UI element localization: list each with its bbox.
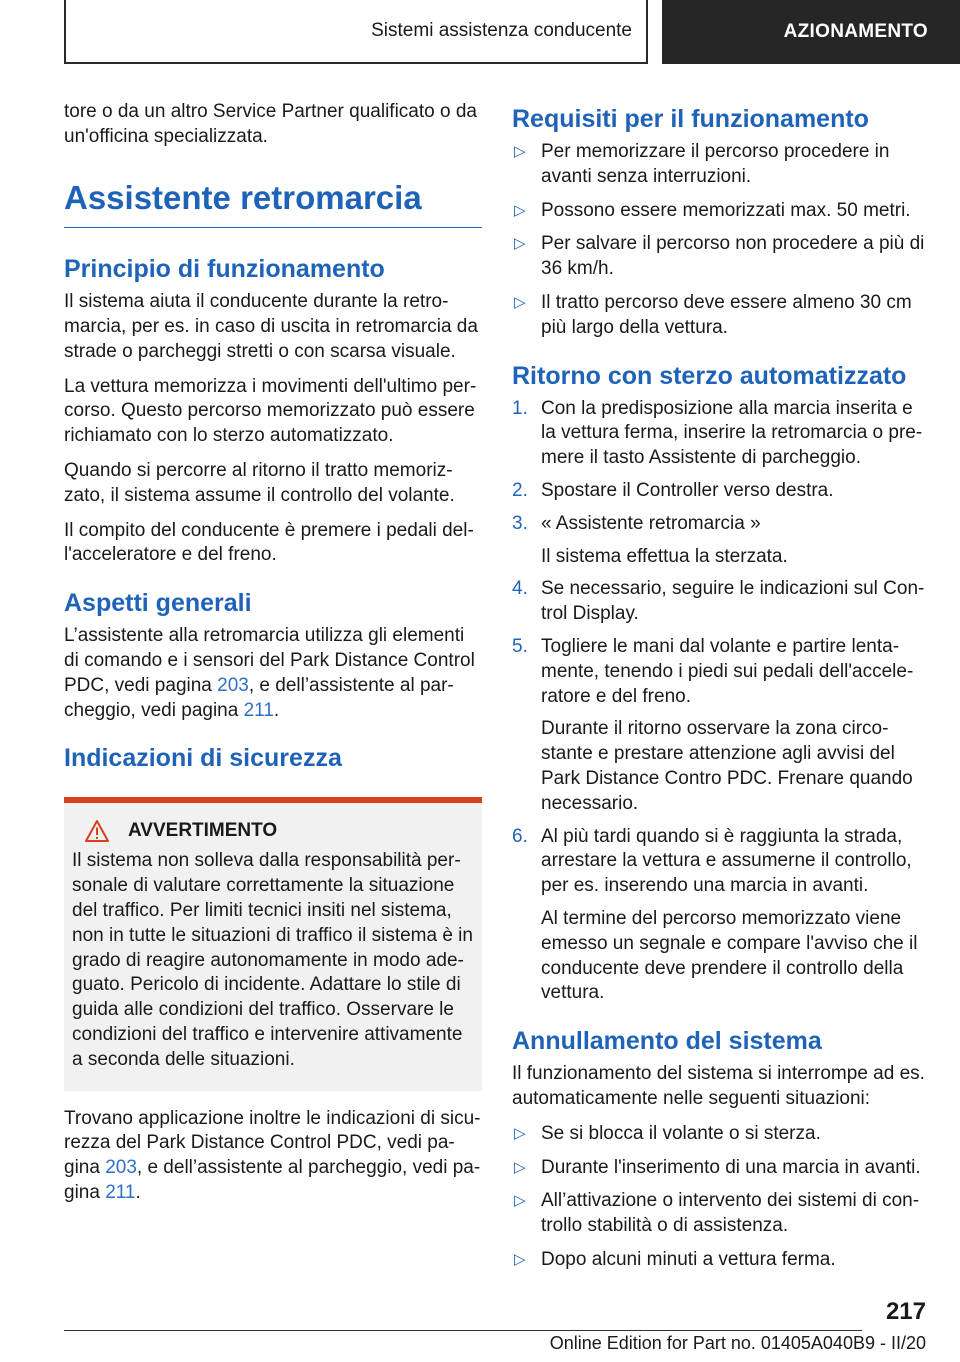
triangle-bullet-icon: ▷ xyxy=(514,143,526,160)
step-item xyxy=(512,577,930,627)
sicurezza-heading: Indicazioni di sicurezza xyxy=(64,744,342,773)
list-item-text: Possono essere memorizzati max. 50 metri. xyxy=(541,199,911,221)
list-item-text: Se si blocca il volante o si sterza. xyxy=(541,1122,821,1144)
triangle-bullet-icon: ▷ xyxy=(514,1250,526,1268)
annullamento-heading: Annullamento del sistema xyxy=(512,1027,822,1056)
header-chapter-title: AZIONAMENTO xyxy=(783,21,928,42)
principio-paragraph-2: La vettura memorizza i movimenti dell'ultimo percorso. Questo percorso memorizzato può essere richiamato con lo sterzo automatizzato. xyxy=(64,375,477,447)
aspetti-paragraph xyxy=(64,624,482,723)
list-item xyxy=(512,1248,930,1273)
list-item xyxy=(512,232,930,282)
page-link-211[interactable]: 211 xyxy=(243,699,274,721)
warning-box xyxy=(64,797,482,1090)
step-text: Con la predisposizione alla marcia inserita e la vettura ferma, inserire la retromarcia o premere il tasto Assistente di parcheggio. xyxy=(541,397,923,469)
aspetti-text-3: . xyxy=(273,699,280,721)
ritorno-heading: Ritorno con sterzo automatizzato xyxy=(512,361,907,390)
header-chapter-tab xyxy=(662,0,960,64)
list-item xyxy=(512,1189,930,1239)
list-item-text: Dopo alcuni minuti a vettura ferma. xyxy=(541,1248,836,1270)
aspetti-text-2: , e dell’assistente al parcheggio, vedi pagina xyxy=(64,674,454,721)
step-number: 5. xyxy=(512,635,528,657)
list-item xyxy=(512,291,930,341)
warning-text: Il sistema non solleva dalla responsabilità personale di valutare correttamente la situazione del traffico. Per limiti tecnici insiti nel sistema, non in tutte le situazioni di traffico il sistema è in grado di reagire autonomamente in modo adeguato. Pericolo di incidente. Adattare lo stile di guida alle condizioni del traffico. Osservare le condizioni del traffico e intervenire attivamente a seconda delle situazioni. xyxy=(72,850,473,1070)
step-item xyxy=(512,397,930,471)
requisiti-heading: Requisiti per il funzionamento xyxy=(512,105,869,133)
list-item xyxy=(512,140,930,190)
footer-edition: Online Edition for Part no. 01405A040B9 - II/20 xyxy=(549,1333,926,1353)
step-number: 3. xyxy=(512,512,528,534)
page-link-211-b[interactable]: 211 xyxy=(105,1181,136,1203)
principio-paragraph-1: Il sistema aiuta il conducente durante la retromarcia, per es. in caso di uscita in retromarcia da strade o parcheggi stretti o con scarsa visuale. xyxy=(64,291,478,362)
triangle-bullet-icon: ▷ xyxy=(514,1158,526,1176)
list-item xyxy=(512,1156,930,1181)
warning-triangle-icon xyxy=(84,819,110,843)
step-subtext: Durante il ritorno osservare la zona circostante e prestare attenzione agli avvisi del Park Distance Contro PDC. Frenare quando necessario. xyxy=(541,718,913,814)
step-number: 4. xyxy=(512,578,528,600)
header-section-tab xyxy=(64,0,648,64)
list-item-text: Durante l'inserimento di una marcia in avanti. xyxy=(541,1156,921,1178)
step-text: « Assistente retromarcia » xyxy=(541,512,761,534)
triangle-bullet-icon: ▷ xyxy=(514,293,526,311)
page-link-203[interactable]: 203 xyxy=(217,674,249,696)
step-number: 1. xyxy=(512,397,528,419)
triangle-bullet-icon: ▷ xyxy=(514,1124,526,1142)
step-subtext: Il sistema effettua la sterzata. xyxy=(541,545,788,567)
sicurezza-text-2: , e dell’assistente al parcheggio, vedi pagina xyxy=(64,1157,481,1203)
step-number: 2. xyxy=(512,479,528,501)
principio-heading: Principio di funzionamento xyxy=(64,255,385,284)
aspetti-heading: Aspetti generali xyxy=(64,589,252,618)
right-column xyxy=(512,100,930,1282)
step-item xyxy=(512,635,930,817)
principio-paragraph-3: Quando si percorre al ritorno il tratto memorizzato, il sistema assume il controllo del volante. xyxy=(64,459,455,506)
step-number: 6. xyxy=(512,825,528,847)
aspetti-text-1: L’assistente alla retromarcia utilizza gli elementi di comando e i sensori del Park Distance Control PDC, vedi pagina xyxy=(64,625,475,696)
step-text: Se necessario, seguire le indicazioni sul Control Display. xyxy=(541,578,925,625)
left-column xyxy=(64,100,482,1216)
triangle-bullet-icon: ▷ xyxy=(514,1192,526,1210)
list-item xyxy=(512,199,930,224)
warning-label: AVVERTIMENTO xyxy=(128,820,278,842)
sicurezza-text-3: . xyxy=(135,1181,141,1203)
list-item-text: All’attivazione o intervento dei sistemi di controllo stabilità o di assistenza. xyxy=(541,1190,920,1237)
requisiti-list xyxy=(512,140,930,341)
triangle-bullet-icon: ▷ xyxy=(514,235,526,253)
triangle-bullet-icon: ▷ xyxy=(514,201,526,219)
intro-paragraph: tore o da un altro Service Partner qualificato o da un'officina specializzata. xyxy=(64,101,477,147)
annullamento-intro: Il funzionamento del sistema si interrompe ad es. automaticamente nelle seguenti situazioni: xyxy=(512,1063,925,1109)
sicurezza-after-paragraph xyxy=(64,1107,482,1206)
list-item-text: Per salvare il percorso non procedere a più di 36 km/h. xyxy=(541,233,925,280)
step-subtext: Al termine del percorso memorizzato viene emesso un segnale e compare l'avviso che il conducente deve prendere il controllo della vettura. xyxy=(541,907,918,1004)
warning-title-row xyxy=(72,819,474,843)
annullamento-list xyxy=(512,1122,930,1273)
step-item xyxy=(512,825,930,1007)
principio-paragraph-4: Il compito del conducente è premere i pedali dell'acceleratore e del freno. xyxy=(64,519,474,566)
page-number: 217 xyxy=(885,1298,926,1325)
step-text: Al più tardi quando si è raggiunta la strada, arrestare la vettura e assumerne il controllo, per es. inserendo una marcia in avanti. xyxy=(541,825,912,897)
list-item-text: Per memorizzare il percorso procedere in avanti senza interruzioni. xyxy=(541,141,890,187)
step-item xyxy=(512,512,930,570)
page-link-203-b[interactable]: 203 xyxy=(105,1157,137,1179)
header-section-title: Sistemi assistenza conducente xyxy=(371,20,632,41)
footer-divider xyxy=(64,1330,862,1331)
main-title: Assistente retromarcia xyxy=(64,178,482,229)
list-item-text: Il tratto percorso deve essere almeno 30 cm più largo della vettura. xyxy=(541,291,912,338)
list-item xyxy=(512,1122,930,1147)
step-text: Spostare il Controller verso destra. xyxy=(541,479,834,501)
ritorno-steps xyxy=(512,397,930,1007)
sicurezza-text-1: Trovano applicazione inoltre le indicazioni di sicurezza del Park Distance Control PDC, vedi pagina xyxy=(64,1107,481,1179)
step-text: Togliere le mani dal volante e partire lentamente, tenendo i piedi sui pedali dell'acceleratore e del freno. xyxy=(541,635,914,707)
step-item xyxy=(512,479,930,504)
